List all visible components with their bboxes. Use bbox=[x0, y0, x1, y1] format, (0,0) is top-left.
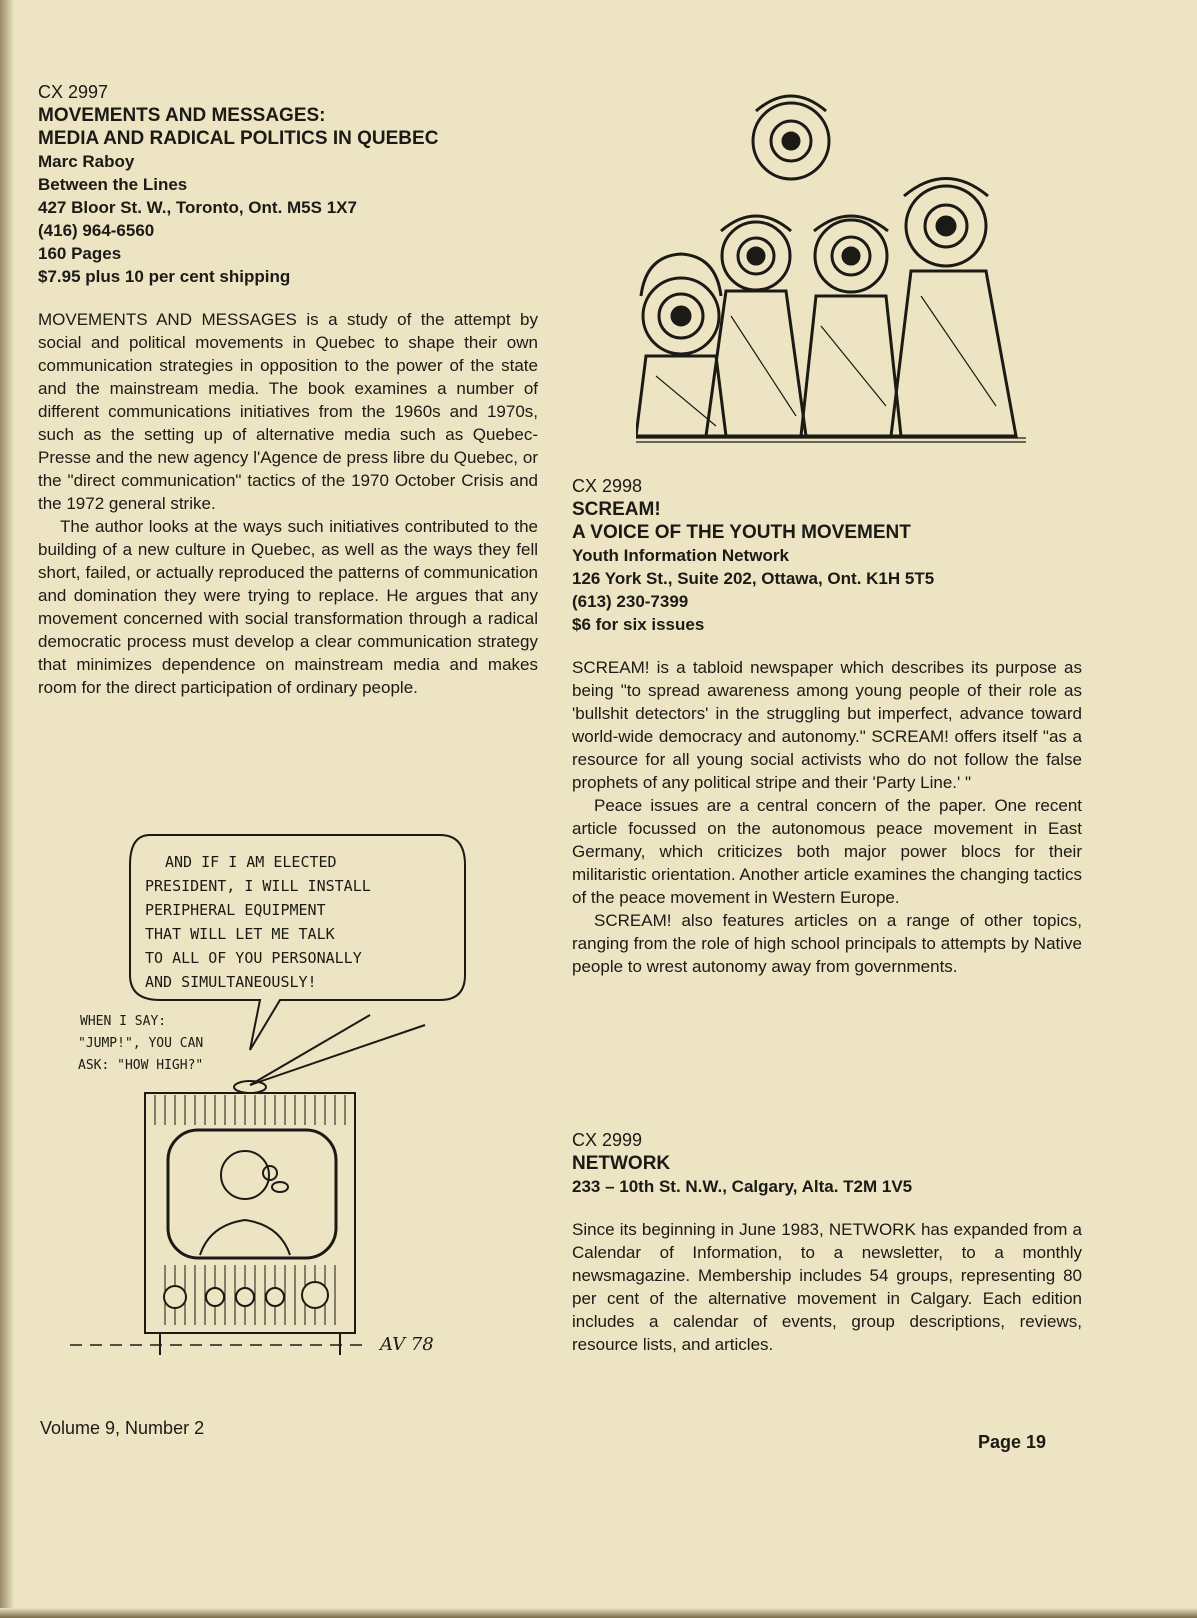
entry-title-line: MEDIA AND RADICAL POLITICS IN QUEBEC bbox=[38, 128, 439, 149]
entry-address: 126 York St., Suite 202, Ottawa, Ont. K1H 5T5 bbox=[572, 569, 935, 588]
entry-address: 427 Bloor St. W., Toronto, Ont. M5S 1X7 bbox=[38, 198, 357, 217]
speech-line: PRESIDENT, I WILL INSTALL bbox=[145, 877, 371, 895]
entry-paragraph: MOVEMENTS AND MESSAGES is a study of the attempt by social and political movements in Quebec to shape their own communication strategies in opposition to the power of the state and the mainstream media. The book examines a number of different communications initiatives from the 1960s and 1970s, such as the setting up of alternative media such as Quebec-Presse and the new agency l'Agence de press libre du Quebec, or the "direct communication" tactics of the 1970 October Crisis and the 1972 general strike. bbox=[38, 310, 538, 513]
speech-line: TO ALL OF YOU PERSONALLY bbox=[145, 949, 362, 967]
entry-publisher: Between the Lines bbox=[38, 175, 188, 194]
entry-cx2998 bbox=[572, 474, 1082, 978]
speech-line: AND IF I AM ELECTED bbox=[165, 853, 337, 871]
page-number: Page 19 bbox=[978, 1432, 1047, 1452]
entry-cx2999 bbox=[572, 1128, 1082, 1356]
entry-publisher: Youth Information Network bbox=[572, 546, 789, 565]
page-bottom-shadow bbox=[0, 1608, 1197, 1618]
entry-price: $6 for six issues bbox=[572, 615, 705, 634]
entry-phone: (416) 964-6560 bbox=[38, 221, 155, 240]
entry-pages: 160 Pages bbox=[38, 244, 122, 263]
entry-phone: (613) 230-7399 bbox=[572, 592, 689, 611]
entry-price: $7.95 plus 10 per cent shipping bbox=[38, 267, 291, 286]
eyeball-figures-illustration bbox=[636, 86, 1026, 456]
entry-paragraph: The author looks at the ways such initiatives contributed to the building of a new culture in Quebec, as well as the ways they fell short, failed, or actually reproduced the patterns of communication and domination they were trying to replace. He argues that any movement concerned with social transformation through a radical democratic process must develop a clear communication strategy that minimizes dependence on mainstream media and makes room for the direct participation of ordinary people. bbox=[38, 517, 538, 697]
side-caption-line: WHEN I SAY: bbox=[80, 1014, 167, 1029]
entry-cx2997 bbox=[38, 80, 538, 699]
entry-address: 233 – 10th St. N.W., Calgary, Alta. T2M 1V5 bbox=[572, 1177, 913, 1196]
cartoon-signature: AV 78 bbox=[380, 1334, 434, 1355]
volume-label: Volume 9, Number 2 bbox=[40, 1418, 205, 1438]
speech-line: THAT WILL LET ME TALK bbox=[145, 925, 335, 943]
entry-paragraph: SCREAM! is a tabloid newspaper which describes its purpose as being "to spread awareness among young people of their role as 'bullshit detectors' in the struggling but imperfect, advance toward world-wide democracy and autonomy." SCREAM! offers itself "as a resource for all young social activists who do not follow the false prophets of any political stripe and their 'Party Line.' " bbox=[572, 658, 1082, 792]
entry-code: CX 2998 bbox=[572, 476, 643, 496]
entry-title-line: NETWORK bbox=[572, 1153, 671, 1174]
side-caption-line: ASK: "HOW HIGH?" bbox=[78, 1058, 204, 1073]
entry-paragraph: Peace issues are a central concern of the paper. One recent article focussed on the autonomous peace movement in East Germany, which criticizes both major power blocs for their militaristic orientation. Another article examines the changing tactics of the peace movement in Western Europe. bbox=[572, 796, 1082, 907]
side-caption-line: "JUMP!", YOU CAN bbox=[78, 1036, 204, 1051]
entry-author: Marc Raboy bbox=[38, 152, 135, 171]
tv-cartoon-illustration bbox=[70, 825, 490, 1365]
entry-paragraph: SCREAM! also features articles on a range of other topics, ranging from the role of high school principals to attempts by Native people to wrest autonomy away from governments. bbox=[572, 911, 1082, 976]
entry-title-line: MOVEMENTS AND MESSAGES: bbox=[38, 105, 326, 126]
entry-code: CX 2997 bbox=[38, 82, 109, 102]
entry-paragraph: Since its beginning in June 1983, NETWORK has expanded from a Calendar of Information, to a newsletter, to a monthly newsmagazine. Membership includes 54 groups, representing 80 per cent of the alternative movement in Calgary. Each edition includes a calendar of events, group descriptions, reviews, resource lists, and articles. bbox=[572, 1220, 1082, 1354]
page-edge-shadow bbox=[0, 0, 14, 1618]
entry-title-line: SCREAM! bbox=[572, 499, 661, 520]
speech-line: PERIPHERAL EQUIPMENT bbox=[145, 901, 326, 919]
entry-title-line: A VOICE OF THE YOUTH MOVEMENT bbox=[572, 522, 911, 543]
speech-line: AND SIMULTANEOUSLY! bbox=[145, 973, 317, 991]
entry-code: CX 2999 bbox=[572, 1130, 643, 1150]
